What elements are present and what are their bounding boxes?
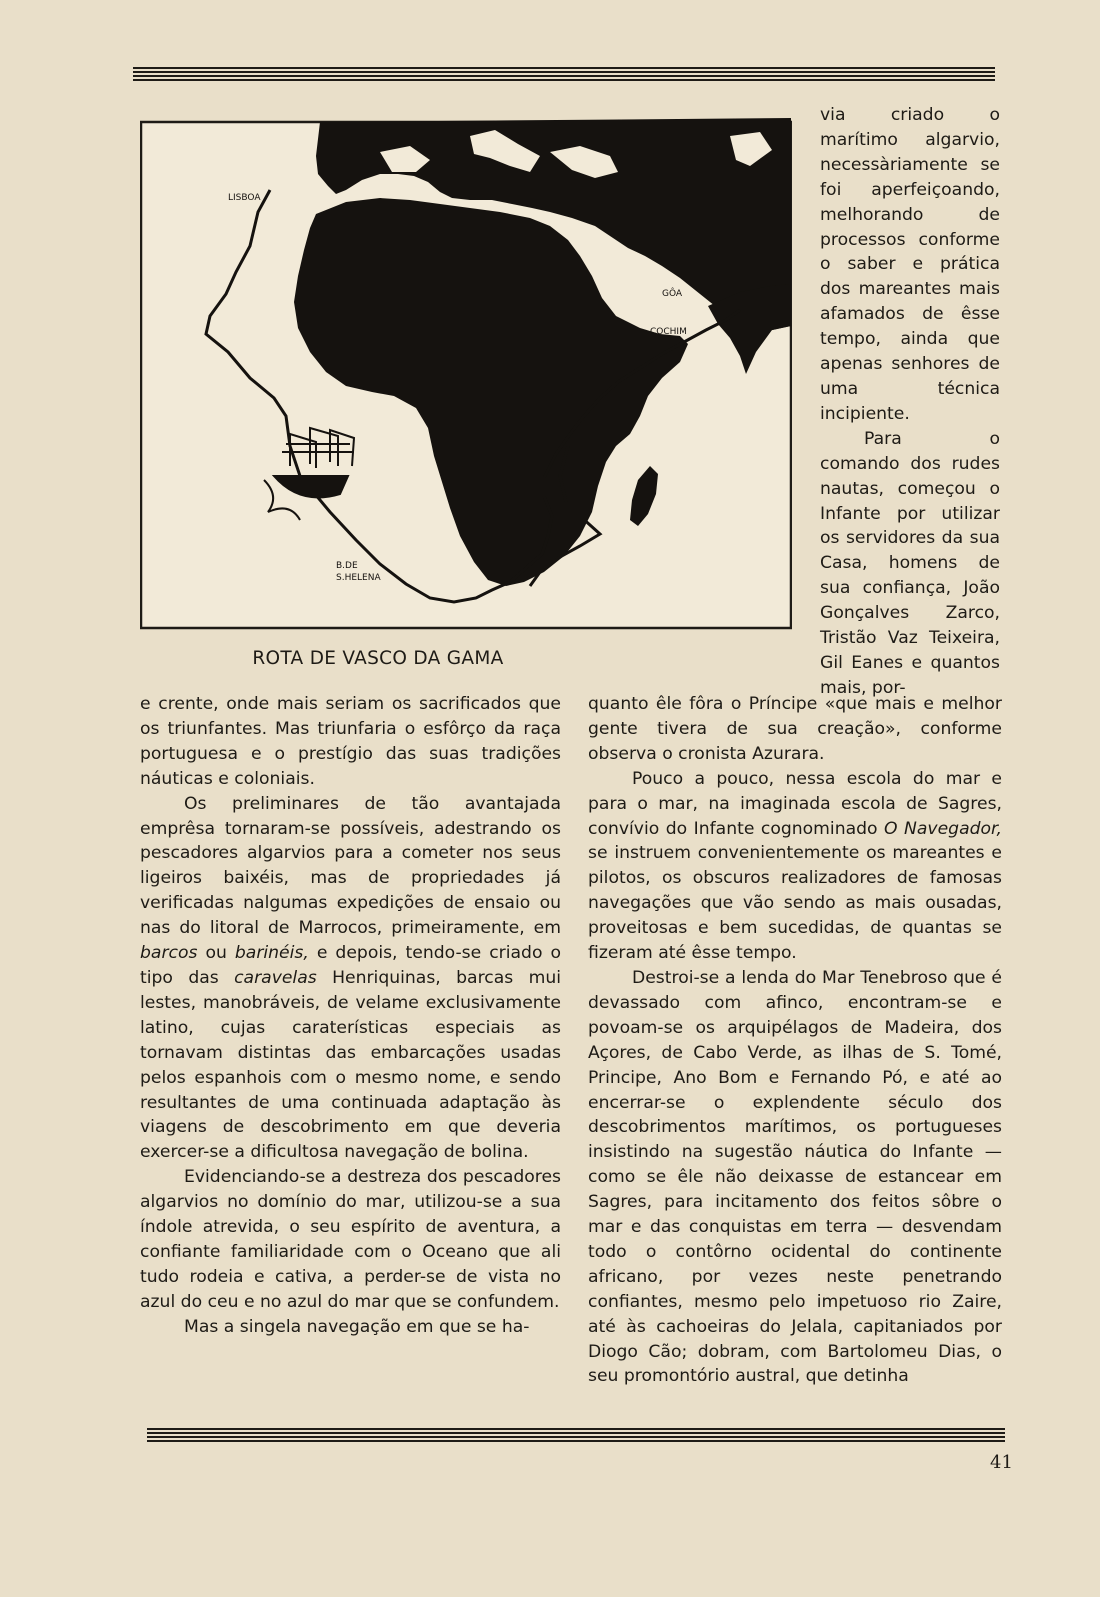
italic-term: barinéis,: [234, 943, 309, 964]
label-cochim: COCHIM: [650, 327, 687, 337]
text-run: se instruem convenientemente os mareantes e pilotos, os obscuros realizadores de famosas navegações que vão sendo as mais ousadas, proveitosas e bem sucedidas, de quantas se fizeram até êsse tempo.: [588, 843, 1002, 964]
paragraph: [588, 767, 1002, 966]
paragraph: quanto êle fôra o Príncipe «que mais e melhor gente tivera de sua creação», conforme observa o cronista Azurara.: [588, 694, 1002, 764]
text-run: e depois, tendo-se criado o tipo das: [140, 943, 561, 988]
italic-term: O Navegador,: [884, 818, 1002, 839]
top-double-rule: [133, 67, 995, 83]
label-s-helena: S.HELENA: [336, 573, 381, 583]
paragraph: Para o comando dos rudes nautas, começou o Infante por utilizar os servidores da sua Casa, homens de sua confiança, João Gonçalves Zarco, Tristão Vaz Teixeira, Gil Eanes e quantos mais, por-: [820, 428, 1000, 698]
text-run: Os preliminares de tão avantajada emprêsa tornaram-se possíveis, adestrando os pescadores algarvios para a cometer nos seus ligeiros baixéis, mas de propriedades já verificadas nalgumas expedições de ensaio ou nas do litoral de Marrocos, primeiramente, em: [140, 793, 561, 939]
paragraph: Mas a singela navegação em que se ha-: [184, 1316, 530, 1337]
paragraph: e crente, onde mais seriam os sacrificados que os triunfantes. Mas triunfaria o esfôrço da raça portuguesa e o prestígio das suas tradições náuticas e coloniais.: [140, 694, 561, 789]
figure-caption: ROTA DE VASCO DA GAMA: [252, 648, 504, 669]
right-text-column: [588, 692, 1002, 1389]
italic-term: barcos: [140, 943, 198, 964]
label-lisboa: LISBOA: [228, 193, 261, 203]
text-run: Henriquinas, barcas mui lestes, manobráveis, de velame exclusivamente latino, cujas caraterísticas especiais as tornavam distintas das embarcações usadas pelos espanhois com o mesmo nome, e sendo resultantes de uma continuada adaptação às viagens de descobrimento em que deveria exercer-se a dificultosa navegação de bolina.: [140, 967, 561, 1163]
label-goa: GÔA: [662, 289, 683, 299]
right-top-text-column: [820, 103, 1000, 701]
italic-term: caravelas: [234, 967, 317, 988]
text-run: Pouco a pouco, nessa escola do mar e para o mar, na imaginada escola de Sagres, convívio do Infante cognominado: [588, 768, 1002, 839]
paragraph: Evidenciando-se a destreza dos pescadores algarvios no domínio do mar, utilizou-se a sua índole atrevida, o seu espírito de aventura, a confiante familiaridade com o Oceano que ali tudo rodeia e cativa, a perder-se de vista no azul do ceu e no azul do mar que se confundem.: [140, 1167, 561, 1312]
text-run: ou: [197, 943, 235, 964]
paragraph: [140, 792, 561, 1166]
label-b-de: B.DE: [336, 561, 358, 571]
bottom-double-rule: [147, 1428, 1005, 1444]
paragraph: Destroi-se a lenda do Mar Tenebroso que é devassado com afinco, encontram-se e povoam-se os arquipélagos de Madeira, dos Açores, de Cabo Verde, as ilhas de S. Tomé, Principe, Ano Bom e Fernando Pó, e até ao encerrar-se o explendente século dos descobrimentos marítimos, os portugueses insistindo na sugestão náutica do Infante — como se êle não deixasse de estancear em Sagres, para incitamento dos feitos sôbre o mar e das conquistas em terra — desvendam todo o contôrno ocidental do continente africano, por vezes neste penetrando confiantes, mesmo pelo impetuoso rio Zaire, até às cachoeiras do Jelala, capitaniados por Diogo Cão; dobram, com Bartolomeu Dias, o seu promontório austral, que detinha: [588, 967, 1002, 1387]
left-text-column: [140, 692, 561, 1340]
page-number: 41: [990, 1452, 1013, 1473]
paragraph: via criado o marítimo algarvio, necessàriamente se foi aperfeiçoando, melhorando de processos conforme o saber e prática dos mareantes mais afamados de êsse tempo, ainda que apenas senhores de uma técnica incipiente.: [820, 105, 1000, 424]
route-map-figure: [140, 116, 792, 630]
